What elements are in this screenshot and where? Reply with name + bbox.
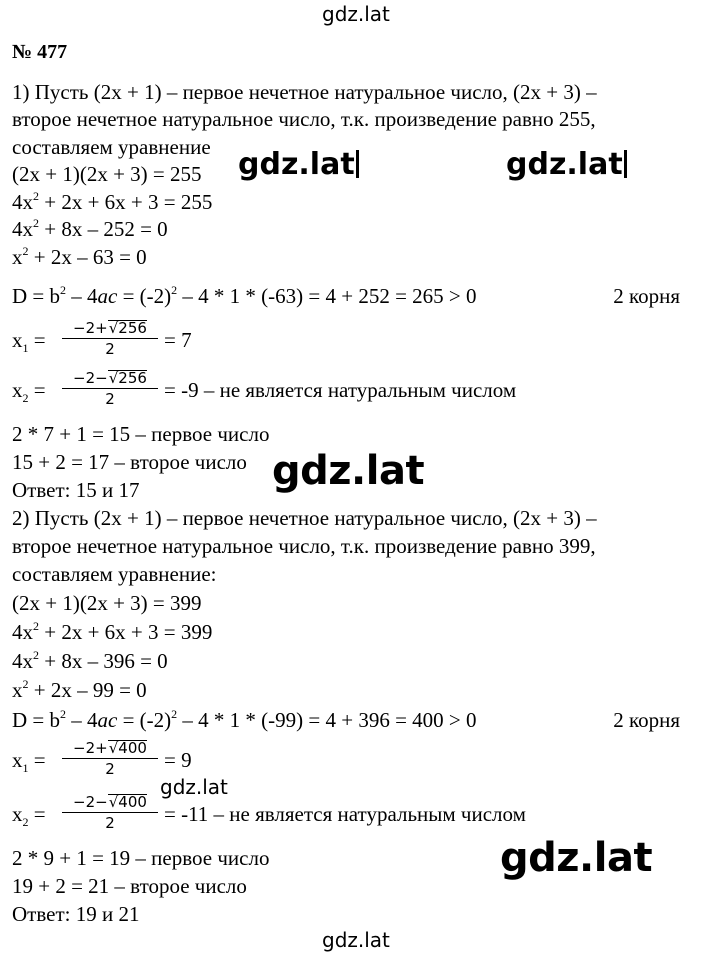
part2-intro-line3: составляем уравнение: <box>12 562 217 586</box>
part1-discriminant: $D = b^2 - 4ac = (-2)^2 - 4 * 1 * (-63) = 4 + 252 = 265 > 0$ <box>12 283 477 308</box>
watermark-center: gdz.lat <box>272 448 425 494</box>
part1-equation2: $4x^2 + 2x + 6x + 3 = 255$ <box>12 189 213 214</box>
part1-answer: Ответ: 15 и 17 <box>12 478 140 502</box>
part1-calc2: 15 + 2 = 17 – второе число <box>12 450 247 474</box>
part2-calc2: 19 + 2 = 21 – второе число <box>12 874 247 898</box>
part1-calc1: 2 * 7 + 1 = 15 – первое число <box>12 422 270 446</box>
part1-equation4: $x^2 + 2x - 63 = 0$ <box>12 244 147 269</box>
part2-equation1: (2x + 1)(2x + 3) = 399 <box>12 591 202 615</box>
watermark-bottom: gdz.lat <box>322 928 390 952</box>
part1-equation1: (2x + 1)(2x + 3) = 255 <box>12 162 202 186</box>
part1-intro-line1: 1) Пусть (2x + 1) – первое нечетное натуральное число, (2x + 3) – <box>12 80 597 104</box>
watermark-right: gdz.lat <box>500 835 653 881</box>
part2-intro-line2: второе нечетное натуральное число, т.к. произведение равно 399, <box>12 534 596 558</box>
part2-equation3: $4x^2 + 8x - 396 = 0$ <box>12 648 168 673</box>
part1-intro-line3: составляем уравнение <box>12 135 211 159</box>
watermark-mid-left: gdz.lat <box>238 147 359 182</box>
watermark-mid-right: gdz.lat <box>506 147 627 182</box>
solution-page: gdz.lat № 477 1) Пусть (2x + 1) – первое нечетное натуральное число, (2x + 3) – второе нечетное натуральное число, т.к. произведение равно 255, составляем уравнение (2x + 1)(2x + 3) = 255 $4x^2 + 2x + 6x + 3 = 255$ $4x^2 + 8x - 252 = 0$ $x^2 + 2x - 63 = 0$ $D = b^2 - 4ac = (-2)^2 - 4 * 1 * (-63) = 4 + 252 = 265 > 0$ 2 корня $x_1$ = $\frac{-2+√256}{2}$ = 7 $x_2$ = $\frac{-2-√256}{2}$ = -9 – не является натуральным числом 2 * 7 + 1 = 15 – первое число 15 + 2 = 17 – второе число Ответ: 15 и 17 2) Пусть (2x + 1) – первое нечетное натуральное число, (2x + 3) – второе нечетное натуральное число, т.к. произведение равно 399, составляем уравнение: (2x + 1)(2x + 3) = 399 $4x^2 + 2x + 6x + 3 = 399$ $4x^2 + 8x - 396 = 0$ $x^2 + 2x - 99 = 0$ $D = b^2 - 4ac = (-2)^2 - 4 * 1 * (-99) = 4 + 396 = 400 > 0$ 2 корня $x_1$ = $\frac{-2+√400}{2}$ = 9 $x_2$ = $\frac{-2-√400}{2}$ = -11 – не является натуральным числом 2 * 9 + 1 = 19 – первое число 19 + 2 = 21 – второе число Ответ: 19 и 21 gdz.lat gdz.lat gdz.lat gdz.lat gdz.lat gdz.lat <box>12 2 680 952</box>
part1-intro-line2: второе нечетное натуральное число, т.к. произведение равно 255, <box>12 107 596 131</box>
part2-discriminant: $D = b^2 - 4ac = (-2)^2 - 4 * 1 * (-99) = 4 + 396 = 400 > 0$ <box>12 707 477 732</box>
part2-answer: Ответ: 19 и 21 <box>12 902 140 926</box>
part1-equation3: $4x^2 + 8x - 252 = 0$ <box>12 216 168 241</box>
part2-equation2: $4x^2 + 2x + 6x + 3 = 399$ <box>12 619 213 644</box>
part2-intro-line1: 2) Пусть (2x + 1) – первое нечетное натуральное число, (2x + 3) – <box>12 506 597 530</box>
part2-calc1: 2 * 9 + 1 = 19 – первое число <box>12 846 270 870</box>
problem-number: № 477 <box>12 41 68 63</box>
watermark-small: gdz.lat <box>160 775 228 799</box>
part2-roots-count: 2 корня <box>613 708 680 732</box>
part2-equation4: $x^2 + 2x - 99 = 0$ <box>12 677 147 702</box>
part1-roots-count: 2 корня <box>613 284 680 308</box>
watermark-top: gdz.lat <box>322 2 390 26</box>
